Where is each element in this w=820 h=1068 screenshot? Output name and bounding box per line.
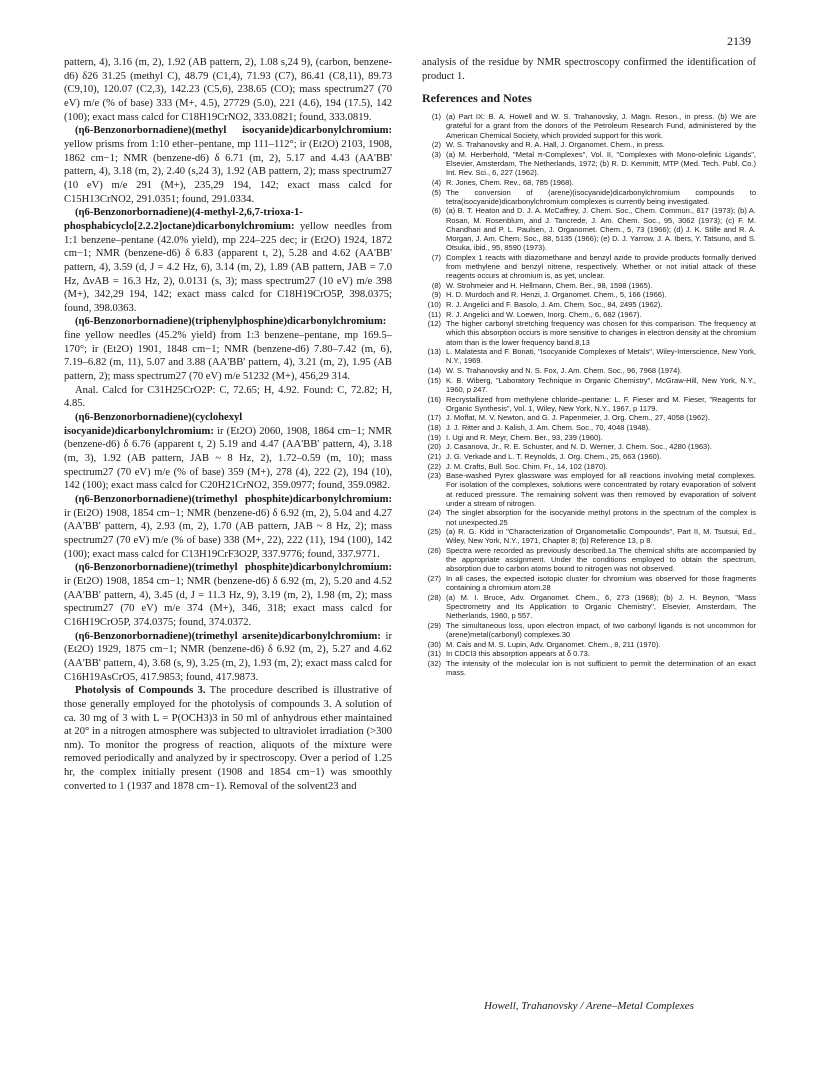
reference-item (422, 527, 756, 545)
reference-text: The simultaneous loss, upon electron impact, of two carbonyl ligands is not uncommon for (arene)metal(carbonyl) complexes.30 (446, 620, 756, 639)
reference-item (422, 281, 756, 290)
compound-heading: (η6-Benzonorbornadiene)(4-methyl-2,6,7-trioxa-1-phosphabicyclo[2.2.2]octane)dicarbonylchromium: (64, 207, 303, 232)
reference-item (422, 423, 756, 432)
right-column-intro: analysis of the residue by NMR spectroscopy confirmed the identification of product 1. (422, 57, 756, 82)
reference-text: W. S. Trahanovsky and R. A. Hall, J. Organomet. Chem., in press. (446, 140, 665, 150)
body-paragraph (64, 384, 392, 411)
reference-text: (a) M. I. Bruce, Adv. Organomet. Chem., 6, 273 (1968); (b) J. H. Beynon, "Mass Spectrometry and Its Application to Organic Chemistry", Elsevier, Amsterdam, The Netherlands, 1960, p 557. (446, 592, 756, 621)
reference-number: (3) (431, 149, 441, 159)
body-paragraph (64, 493, 392, 561)
reference-item (422, 140, 756, 149)
reference-item (422, 659, 756, 677)
reference-text: R. J. Angelici and W. Loewen, Inorg. Chem., 6, 682 (1967). (446, 309, 642, 319)
reference-item (422, 574, 756, 592)
body-paragraph (64, 411, 392, 493)
reference-item (422, 546, 756, 573)
reference-number: (26) (427, 546, 441, 555)
reference-number: (13) (427, 347, 441, 357)
reference-text: (a) R. G. Kidd in "Characterization of Organometallic Compounds", Part II, M. Tsutsui, Ed., Wiley, New York, N.Y., 1971, Chapter 8; (b) Reference 13, p 8. (446, 527, 756, 546)
body-paragraph (64, 124, 392, 206)
body-paragraph (64, 630, 392, 685)
reference-text: Recrystallized from methylene chloride–pentane: L. F. Fieser and M. Fieser, "Reagents for Organic Synthesis", Vol. 1, Wiley, New York, N.Y., 1967, p 1179. (446, 394, 756, 413)
reference-item (422, 178, 756, 187)
reference-item (422, 300, 756, 309)
reference-item (422, 310, 756, 319)
reference-text: Spectra were recorded as previously described.1a The chemical shifts are accompanied by the appropriate assignment. Under the conditions employed to obtain the spectrum, absorption due to carbon atoms bound to nitrogen was not observed. (446, 546, 756, 574)
body-paragraph (64, 206, 392, 315)
reference-number: (15) (427, 375, 441, 385)
reference-item (422, 112, 756, 139)
reference-item (422, 347, 756, 365)
reference-number: (24) (427, 508, 441, 518)
reference-number: (7) (431, 252, 441, 262)
reference-item (422, 442, 756, 451)
compound-heading: (η6-Benzonorbornadiene)(trimethyl arsenite)dicarbonylchromium: (75, 630, 381, 642)
references-heading: References and Notes (422, 91, 532, 106)
reference-text: The higher carbonyl stretching frequency was chosen for this comparison. The frequency at which this absorption occurs is more sensitive to changes in electron density at the chromium atom than is the lower frequency band.8,13 (446, 319, 756, 347)
reference-number: (1) (431, 112, 441, 122)
reference-item (422, 452, 756, 461)
paragraph-text: ir (Et2O) 2060, 1908, 1864 cm−1; NMR (benzene-d6) δ 6.76 (apparent t, 2) 5.19 and 4.47 (AA'BB' pattern, 4), 3.18 (m, 3), 1.92 (AB pattern, JAB ~ 8 Hz, 2), 1.72–0.59 (m, 10); mass spectrum27 (70 eV) m/e (% of base) 359 (M+), 278 (4), 222 (2), 194 (10), 142 (100); exact mass calcd for C20H21CrNO2, 359.0977; found, 359.0982. (64, 425, 392, 492)
reference-number: (27) (427, 573, 441, 583)
reference-number: (10) (427, 299, 441, 309)
reference-number: (28) (427, 592, 441, 602)
reference-text: (a) B. T. Heaton and D. J. A. McCaffrey, J. Chem. Soc., Chem. Commun., 817 (1973); (b) A. Rosan, M. Rosenblum, and J. Tancrede, J. Am. Chem. Soc., 95, 3062 (1973); (c) F. M. Chandhari and P. L. Paulsen, J. Organomet. Chem., 5, 73 (1966); (d) J. K. Stille and R. A. Morgan, J. Am. Chem. Soc., 88, 5135 (1966); (e) D. J. Yarrow, J. A. Ibers, Y. Tatsuno, and S. Otsuka, ibid., 95, 8590 (1973). (446, 206, 756, 252)
paragraph-text: Anal. Calcd for C31H25CrO2P: C, 72.65; H, 4.92. Found: C, 72.82; H, 4.85. (64, 384, 392, 410)
paragraph-text: yellow needles from 1:1 benzene–pentane (42.0% yield), mp 224–225 dec; ir (Et2O) 1924, 1872 cm−1; NMR (benzene-d6) δ 6.83 (apparent t, 2), 5.28 and 4.62 (AA'BB' pattern, 4), 3.59 (d, J = 4.2 Hz, 6), 3.14 (m, 2), 1.89 (AB pattern, JAB = 7.0 Hz, ΔνAB = 16.3 Hz, 2), 0.0131 (s, 3); mass spectrum27 (10 eV) m/e 398 (M+), 342,29 194, 142; exact mass calcd for C18H19CrO5P, 398.0375; found, 398.0363. (64, 220, 392, 314)
body-paragraph (64, 56, 392, 124)
reference-number: (12) (427, 319, 441, 329)
reference-number: (14) (427, 366, 441, 376)
body-paragraph (64, 561, 392, 629)
reference-number: (17) (427, 413, 441, 423)
reference-text: The singlet absorption for the isocyanide methyl protons in the spectrum of the complex is not unexpected.25 (446, 508, 756, 527)
reference-item (422, 319, 756, 346)
reference-item (422, 413, 756, 422)
reference-item (422, 640, 756, 649)
reference-text: In CDCl3 this absorption appears at δ 0.73. (446, 649, 590, 659)
reference-item (422, 253, 756, 280)
reference-item (422, 376, 756, 394)
reference-text: The intensity of the molecular ion is not sufficient to permit the determination of an exact mass. (446, 658, 756, 678)
reference-text: H. D. Murdoch and R. Henzi, J. Organomet. Chem., 5, 166 (1966). (446, 290, 667, 300)
compound-heading: (η6-Benzonorbornadiene)(cyclohexyl isocyanide)dicarbonylchromium: (64, 412, 243, 437)
reference-item (422, 290, 756, 299)
reference-text: The conversion of (arene)(isocyanide)dicarbonylchromium compounds to tetra(isocyanide)dicarbonylchromium complexes is currently being investigated. (446, 187, 756, 206)
reference-text: L. Malatesta and F. Bonati, "Isocyanide Complexes of Metals", Wiley-Interscience, New York, N.Y., 1969. (446, 347, 756, 366)
reference-item (422, 649, 756, 658)
right-column (422, 56, 756, 678)
reference-number: (22) (427, 461, 441, 471)
reference-number: (20) (427, 442, 441, 452)
reference-text: (a) M. Herberhold, "Metal π-Complexes", Vol. II, "Complexes with Mono-olefinic Ligands", Elsevier, Amsterdam, The Netherlands, 1972; (b) R. D. Kemmitt, MTP (Med. Tech. Publ. Co.) Int. Rev. Sci., 6, 227 (1962). (446, 149, 756, 178)
reference-number: (5) (431, 187, 441, 197)
reference-number: (25) (427, 527, 441, 537)
reference-number: (31) (427, 649, 441, 659)
reference-text: R. Jones, Chem. Rev., 68, 785 (1968). (446, 177, 574, 187)
reference-number: (4) (431, 177, 441, 187)
paragraph-text: fine yellow needles (45.2% yield) from 1:3 benzene–pentane, mp 169.5–170°; ir (Et2O) 1901, 1848 cm−1; NMR (benzene-d6) 7.80–7.42 (m, 6), 7.19–6.82 (m, 11), 5.07 and 3.88 (AA'BB' pattern, 4), 3.21 (m, 2), 1.95 (AB pattern, 2); mass spectrum27 (70 eV) m/e 51232 (M+), 456,29 314. (64, 330, 392, 383)
paragraph-text: ir (Et2O) 1908, 1854 cm−1; NMR (benzene-d6) δ 6.92 (m, 2), 5.20 and 4.52 (AA'BB' pattern, 4), 3.45 (d, J = 11.3 Hz, 9), 3.19 (m, 2), 1.98 (m, 2); mass spectrum27 (70 eV) m/e 374 (M+), 346, 318; exact mass calcd for C16H19CrO5P, 374.0375; found, 374.0372. (64, 575, 392, 628)
paragraph-text: pattern, 4), 3.16 (m, 2), 1.92 (AB pattern, 2), 1.08 s,24 9), (carbon, benzene-d6) δ26 31.25 (methyl C), 48.79 (C1,4), 71.93 (C7), 86.41 (C8,11), 89.73 (C9,10), 120.07 (C2,3), 142.23 (C5,6), 238.65 (CO); mass spectrum27 (70 eV) m/e (% of base) 333 (M+, 4.5), 27729 (5.0), 221 (4.6), 194 (17.5), 142 (100); exact mass calcd for C18H19CrNO2, 333.0821; found, 333.0819. (64, 57, 392, 123)
reference-text: R. J. Angelici and F. Basolo, J. Am. Chem. Soc., 84, 2495 (1962). (446, 299, 663, 309)
reference-item (422, 206, 756, 252)
reference-number: (23) (427, 471, 441, 481)
reference-item (422, 621, 756, 639)
reference-item (422, 508, 756, 526)
reference-text: M. Cais and M. S. Lupin, Adv. Organomet. Chem., 8, 211 (1970). (446, 639, 661, 649)
compound-heading: Photolysis of Compounds 3. (75, 685, 206, 697)
reference-item (422, 366, 756, 375)
reference-text: In all cases, the expected isotopic cluster for chromium was observed for those fragments containing a chromium atom.28 (446, 573, 756, 593)
reference-text: J. G. Verkade and L. T. Reynolds, J. Org. Chem., 25, 663 (1960). (446, 451, 662, 461)
compound-heading: (η6-Benzonorbornadiene)(triphenylphosphine)dicarbonylchromium: (75, 316, 387, 328)
reference-number: (11) (428, 309, 441, 319)
references-list (422, 112, 756, 677)
reference-text: (a) Part IX: B. A. Howell and W. S. Trahanovsky, J. Magn. Reson., in press. (b) We are grateful for a grant from the donors of the Petroleum Research Fund, administered by the American Chemical Society, which provided support for this work. (446, 112, 756, 140)
reference-text: W. Strohmeier and H. Hellmann, Chem. Ber., 98, 1598 (1965). (446, 280, 653, 290)
reference-text: J. Casanova, Jr., R. E. Schuster, and N. D. Werner, J. Chem. Soc., 4280 (1963). (446, 442, 712, 452)
reference-item (422, 471, 756, 508)
paragraph-text: ir (Et2O) 1908, 1854 cm−1; NMR (benzene-d6) δ 6.92 (m, 2), 5.04 and 4.27 (AA'BB' pattern, 4), 2.93 (m, 2), 1.70 (AB pattern, JAB ~ 8 Hz, 2); mass spectrum27 (70 eV) m/e (% of base) 338 (M+, 22), 222 (11), 194 (100), 142 (100); exact mass calcd for C13H19CrF3O2P, 337.9776; found, 337.9771. (64, 507, 392, 560)
reference-item (422, 395, 756, 413)
reference-item (422, 462, 756, 471)
reference-text: J. J. Ritter and J. Kalish, J. Am. Chem. Soc., 70, 4048 (1948). (446, 422, 651, 432)
reference-number: (19) (427, 432, 441, 442)
compound-heading: (η6-Benzonorbornadiene)(trimethyl phosphite)dicarbonylchromium: (75, 562, 392, 574)
compound-heading: (η6-Benzonorbornadiene)(trimethyl phosphite)dicarbonylchromium: (75, 494, 392, 505)
reference-text: J. Moffat, M. V. Newton, and G. J. Papenmeier, J. Org. Chem., 27, 4058 (1962). (446, 413, 710, 423)
reference-text: W. S. Trahanovsky and N. S. Fox, J. Am. Chem. Soc., 96, 7968 (1974). (446, 366, 682, 376)
reference-number: (18) (427, 422, 441, 432)
body-paragraph (64, 315, 392, 383)
reference-text: J. M. Crafts, Bull. Soc. Chim. Fr., 14, 102 (1870). (446, 461, 608, 471)
compound-heading: (η6-Benzonorbornadiene)(methyl isocyanide)dicarbonylchromium: (75, 125, 392, 137)
reference-number: (16) (427, 394, 441, 404)
reference-text: I. Ugi and R. Meyr, Chem. Ber., 93, 239 (1960). (446, 432, 603, 442)
reference-number: (32) (427, 658, 441, 668)
reference-text: K. B. Wiberg, "Laboratory Technique in Organic Chemistry", McGraw-Hill, New York, N.Y., 1960, p 247. (446, 375, 756, 394)
reference-item (422, 593, 756, 620)
reference-number: (8) (431, 280, 441, 290)
reference-number: (6) (431, 206, 441, 216)
reference-number: (9) (431, 290, 441, 300)
reference-item (422, 433, 756, 442)
reference-item (422, 188, 756, 206)
reference-number: (2) (431, 140, 441, 150)
reference-number: (30) (427, 639, 441, 649)
page-number: 2139 (727, 34, 751, 48)
reference-number: (21) (427, 451, 441, 461)
reference-text: Base-washed Pyrex glassware was employed for all reactions involving metal complexes. For isolation of the complexes, solutions were concentrated by rotary evaporation of solvent at reduced pressure. The remaining solvent was then removed by evaporation of solvent under a stream of nitrogen. (446, 471, 756, 508)
body-paragraph (64, 684, 392, 793)
paragraph-text: The procedure described is illustrative of those generally employed for the photolysis of compounds 3. A solution of ca. 30 mg of 3 with L = P(OCH3)3 in 50 ml of anhydrous ether maintained at 20° in a nitrogen atmosphere was subjected to ultraviolet irradiation (>300 nm). To monitor the progress of reaction, aliquots of the mixture were removed periodically and analyzed by ir spectroscopy. Over a period of 1.25 hr, the complex initially present (1908 and 1854 cm−1) was smoothly converted to 1 (1937 and 1878 cm−1). Removal of the solvent23 and (64, 685, 393, 792)
reference-item (422, 150, 756, 177)
running-footer: Howell, Trahanovsky / Arene–Metal Complexes (484, 1000, 694, 1012)
reference-number: (29) (427, 620, 441, 630)
left-column (64, 56, 392, 793)
paragraph-text: yellow prisms from 1:10 ether–pentane, mp 111–112°; ir (Et2O) 2103, 1908, 1862 cm−1; NMR (benzene-d6) δ 6.71 (m, 2), 5.17 and 4.43 (AA'BB' pattern, 4), 3.18 (m, 2), 2.40 (s,24 3), 1.92 (AB pattern, 2); mass spectrum27 (10 eV) m/e 291 (M+), 235,29 194, 142; exact mass calcd for C15H13CrNO2, 291.0351; found, 291.0334. (64, 138, 392, 205)
paragraph-text: ir (Et2O) 1929, 1875 cm−1; NMR (benzene-d6) δ 6.92 (m, 2), 5.27 and 4.62 (AA'BB' pattern, 4), 3.68 (s, 9), 3.25 (m, 2), 1.93 (m, 2); exact mass calcd for C16H19AsCrO5, 417.9853; found, 417.9873. (64, 630, 392, 683)
reference-text: Complex 1 reacts with diazomethane and benzyl azide to provide products formally derived from methylene and benzyl nitrene, respectively. Whether or not initial attack of these reagents occurs at chromium is, as yet, unclear. (446, 252, 756, 280)
